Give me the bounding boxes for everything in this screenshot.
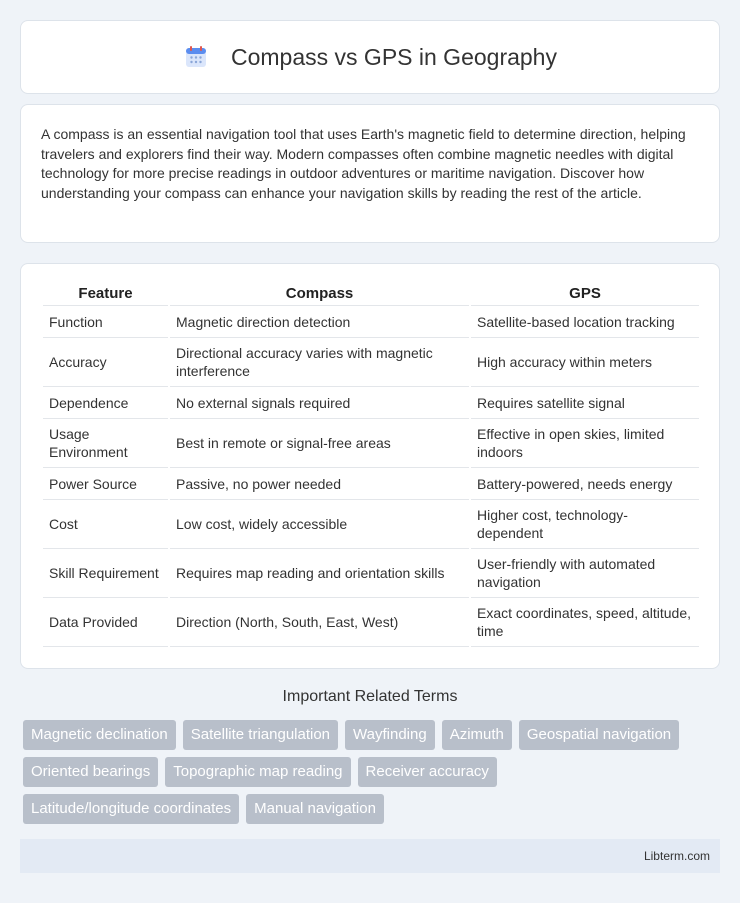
intro-card: [20, 104, 720, 243]
header-compass: Compass: [170, 282, 469, 306]
footer: [20, 839, 720, 873]
cell-feature: Dependence: [43, 387, 168, 419]
tag-geospatial-navigation[interactable]: Geospatial navigation: [519, 720, 679, 750]
page-title: Compass vs GPS in Geography: [231, 43, 557, 70]
table-row: [43, 500, 699, 549]
cell-feature: Accuracy: [43, 338, 168, 387]
cell-gps: Requires satellite signal: [471, 387, 699, 419]
tag-list: [20, 720, 720, 824]
cell-compass: Direction (North, South, East, West): [170, 598, 469, 647]
tag-satellite-triangulation[interactable]: Satellite triangulation: [183, 720, 338, 750]
table-row: [43, 419, 699, 468]
cell-compass: No external signals required: [170, 387, 469, 419]
header-feature: Feature: [43, 282, 168, 306]
cell-compass: Passive, no power needed: [170, 468, 469, 500]
header-card: [20, 20, 720, 94]
table-row: [43, 549, 699, 598]
footer-brand[interactable]: Libterm.com: [643, 849, 710, 863]
cell-gps: Higher cost, technology-dependent: [471, 500, 699, 549]
comparison-table: [41, 282, 701, 647]
related-terms-section: [20, 688, 720, 824]
cell-gps: Exact coordinates, speed, altitude, time: [471, 598, 699, 647]
cell-gps: Battery-powered, needs energy: [471, 468, 699, 500]
comparison-card: [20, 263, 720, 669]
tag-latitude-longitude-coordinates[interactable]: Latitude/longitude coordinates: [23, 794, 239, 824]
cell-gps: User-friendly with automated navigation: [471, 549, 699, 598]
table-row: [43, 338, 699, 387]
cell-feature: Data Provided: [43, 598, 168, 647]
table-row: [43, 387, 699, 419]
title-wrap: [183, 44, 557, 71]
cell-compass: Best in remote or signal-free areas: [170, 419, 469, 468]
intro-text: A compass is an essential navigation tool that uses Earth's magnetic field to determine direction, helping travelers and explorers find their way. Modern compasses often combine magnetic needles with digital technology for more precise readings in outdoor adventures or maritime navigation. Discover how understanding your compass can enhance your navigation skills by reading the rest of the article.: [41, 126, 686, 201]
related-terms-title: Important Related Terms: [282, 688, 458, 705]
cell-gps: Satellite-based location tracking: [471, 306, 699, 338]
calendar-icon: [183, 44, 209, 70]
tag-manual-navigation[interactable]: Manual navigation: [246, 794, 384, 824]
cell-feature: Function: [43, 306, 168, 338]
cell-compass: Directional accuracy varies with magnetic interference: [170, 338, 469, 387]
tag-receiver-accuracy[interactable]: Receiver accuracy: [358, 757, 497, 787]
table-row: [43, 468, 699, 500]
cell-feature: Skill Requirement: [43, 549, 168, 598]
cell-feature: Usage Environment: [43, 419, 168, 468]
cell-compass: Low cost, widely accessible: [170, 500, 469, 549]
tag-magnetic-declination[interactable]: Magnetic declination: [23, 720, 176, 750]
table-row: [43, 598, 699, 647]
cell-gps: Effective in open skies, limited indoors: [471, 419, 699, 468]
cell-feature: Power Source: [43, 468, 168, 500]
tag-topographic-map-reading[interactable]: Topographic map reading: [165, 757, 350, 787]
table-row: [43, 306, 699, 338]
table-header-row: [43, 282, 699, 306]
tag-oriented-bearings[interactable]: Oriented bearings: [23, 757, 158, 787]
tag-azimuth[interactable]: Azimuth: [442, 720, 512, 750]
cell-compass: Requires map reading and orientation skills: [170, 549, 469, 598]
tag-wayfinding[interactable]: Wayfinding: [345, 720, 435, 750]
cell-gps: High accuracy within meters: [471, 338, 699, 387]
cell-compass: Magnetic direction detection: [170, 306, 469, 338]
header-gps: GPS: [471, 282, 699, 306]
cell-feature: Cost: [43, 500, 168, 549]
